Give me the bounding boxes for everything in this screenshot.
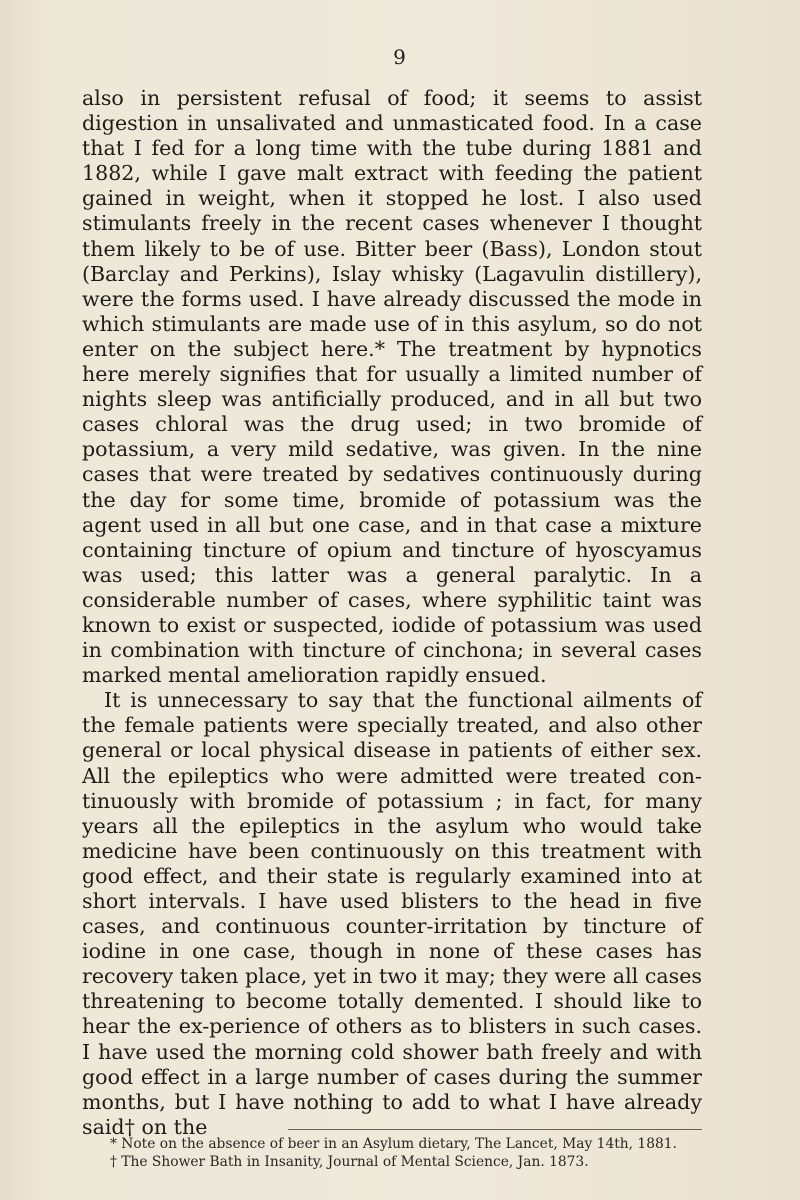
paragraph-1: also in persistent refusal of food; it seems to assist digestion in unsalivated and unmasticated food. In a case that I fed for a long time with the tube during 1881 and 1882, while I gave malt extract with feeding the patient gained in weight, when it stopped he lost. I also used stimulants freely in the recent cases whenever I thought them likely to be of use. Bitter beer (Bass), London stout (Barclay and Perkins), Islay whisky (Lagavulin distillery), were the forms used. I have already discussed the mode in which stimulants are made use of in this asylum, so do not enter on the subject here.* The treatment by hypnotics here merely signifies that for usually a limited number of nights sleep was antificially produced, and in all but two cases chloral was the drug used; in two bromide of potassium, a very mild sedative, was given. In the nine cases that were treated by sedatives continuously during the day for some time, bromide of potassium was the agent used in all but one case, and in that case a mixture containing tincture of opium and tincture of hyoscyamus was used; this latter was a general paralytic. In a considerable number of cases, where syphilitic taint was known to exist or suspected, iodide of potassium was used in combination with tincture of cinchona; in several cases marked mental amelioration rapidly ensued.	[82, 86, 702, 688]
paragraph-2: It is unnecessary to say that the functional ailments of the female patients were specially treated, and also other general or local physical disease in patients of either sex. All the epileptics who were admitted were treated con-tinuously with bromide of potassium ; in fact, for many years all the epileptics in the asylum who would take medicine have been continuously on this treatment with good effect, and their state is regularly examined into at short intervals. I have used blisters to the head in five cases, and continuous counter-irritation by tincture of iodine in one case, though in none of these cases has recovery taken place, yet in two it may; they were all cases threatening to become totally demented. I should like to hear the ex-perience of others as to blisters in such cases. I have used the morning cold shower bath freely and with good effect in a large number of cases during the summer months, but I have nothing to add to what I have already said† on the	[82, 688, 702, 1139]
footnote-divider	[288, 1129, 702, 1130]
footnote-2: † The Shower Bath in Insanity, Journal of Mental Science, Jan. 1873.	[110, 1153, 589, 1170]
body-text	[82, 86, 702, 1140]
page-number: 9	[393, 45, 407, 69]
footnote-1: * Note on the absence of beer in an Asylum dietary, The Lancet, May 14th, 1881.	[110, 1136, 677, 1152]
footnotes	[82, 1136, 702, 1172]
